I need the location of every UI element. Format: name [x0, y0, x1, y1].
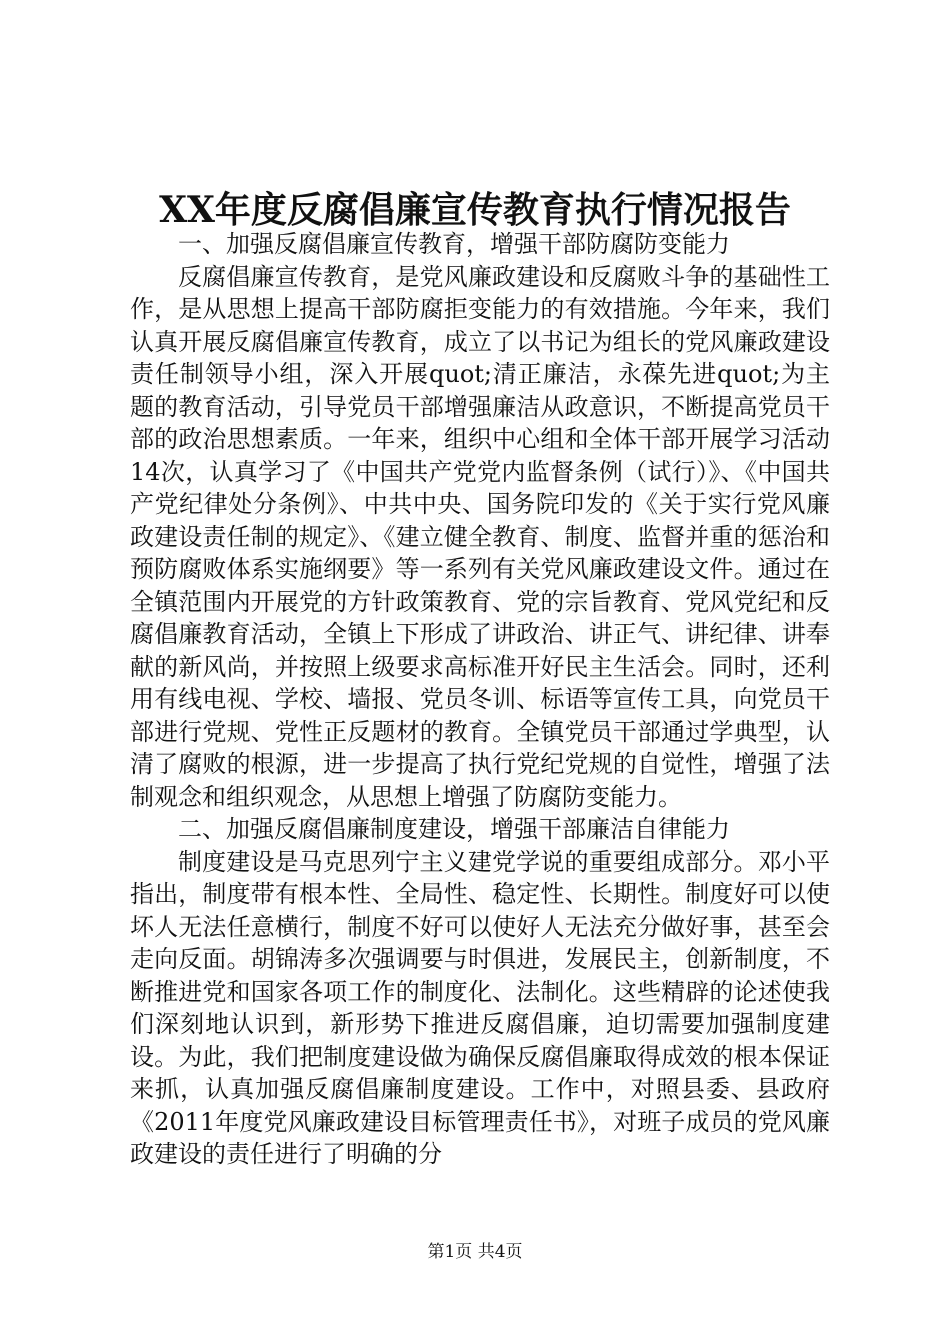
section-2-paragraph: 制度建设是马克思列宁主义建党学说的重要组成部分。邓小平指出，制度带有根本性、全局性、稳定性、长期性。制度好可以使坏人无法任意横行，制度不好可以使好人无法充分做好事，甚至会走向反面。胡锦涛多次强调要与时俱进，发展民主，创新制度，不断推进党和国家各项工作的制度化、法制化。这些精辟的论述使我们深刻地认识到，新形势下推进反腐倡廉，迫切需要加强制度建设。为此，我们把制度建设做为确保反腐倡廉取得成效的根本保证来抓，认真加强反腐倡廉制度建设。工作中，对照县委、县政府《2011年度党风廉政建设目标管理责任书》，对班子成员的党风廉政建设的责任进行了明确的分 — [130, 847, 830, 1168]
section-1-paragraph: 反腐倡廉宣传教育，是党风廉政建设和反腐败斗争的基础性工作，是从思想上提高干部防腐拒变能力的有效措施。今年来，我们认真开展反腐倡廉宣传教育，成立了以书记为组长的党风廉政建设责任制领导小组，深入开展quot;清正廉洁，永葆先进quot;为主题的教育活动，引导党员干部增强廉洁从政意识，不断提高党员干部的政治思想素质。一年来，组织中心组和全体干部开展学习活动14次，认真学习了《中国共产党党内监督条例（试行）》、《中国共产党纪律处分条例》、中共中央、国务院印发的《关于实行党风廉政建设责任制的规定》、《建立健全教育、制度、监督并重的惩治和预防腐败体系实施纲要》等一系列有关党风廉政建设文件。通过在全镇范围内开展党的方针政策教育、党的宗旨教育、党风党纪和反腐倡廉教育活动，全镇上下形成了讲政治、讲正气、讲纪律、讲奉献的新风尚，并按照上级要求高标准开好民主生活会。同时，还利用有线电视、学校、墙报、党员冬训、标语等宣传工具，向党员干部进行党规、党性正反题材的教育。全镇党员干部通过学典型，认清了腐败的根源，进一步提高了执行党纪党规的自觉性，增强了法制观念和组织观念，从思想上增强了防腐防变能力。 — [130, 262, 830, 811]
page-footer: 第1页 共4页 — [427, 1242, 523, 1262]
document-title: XX年度反腐倡廉宣传教育执行情况报告 — [159, 189, 791, 231]
section-2-heading: 二、加强反腐倡廉制度建设，增强干部廉洁自律能力 — [178, 815, 730, 843]
section-1-heading: 一、加强反腐倡廉宣传教育，增强干部防腐防变能力 — [178, 230, 730, 258]
document-body — [130, 228, 830, 1171]
